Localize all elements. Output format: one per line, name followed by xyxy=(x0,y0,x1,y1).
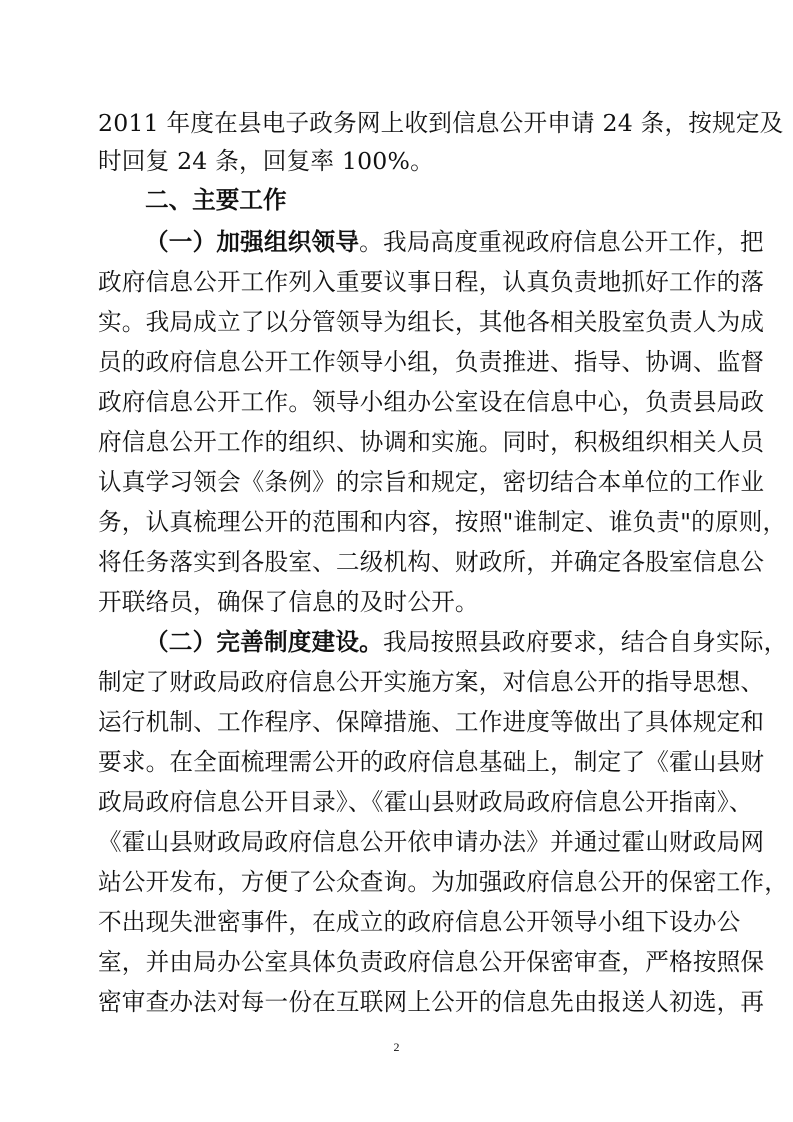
body-line: 府信息公开工作的组织、协调和实施。同时，积极组织相关人员 xyxy=(98,428,765,456)
body-line: 运行机制、工作程序、保障措施、工作进度等做出了具体规定和 xyxy=(98,708,765,736)
subsection-2-first-line xyxy=(145,622,788,662)
body-line: 政府信息公开工作列入重要议事日程，认真负责地抓好工作的落 xyxy=(98,268,765,296)
body-line: 《霍山县财政局政府信息公开依申请办法》并通过霍山财政局网 xyxy=(98,828,765,856)
subsection-1-title: （一）加强组织领导 xyxy=(145,228,360,256)
subsection-2-text: 我局按照县政府要求，结合自身实际， xyxy=(382,628,788,656)
body-line: 认真学习领会《条例》的宗旨和规定，密切结合本单位的工作业 xyxy=(98,468,765,496)
body-line: 将任务落实到各股室、二级机构、财政所，并确定各股室信息公 xyxy=(98,548,765,576)
body-line: 站公开发布，方便了公众查询。为加强政府信息公开的保密工作， xyxy=(98,868,789,896)
body-line: 制定了财政局政府信息公开实施方案，对信息公开的指导思想、 xyxy=(98,668,765,696)
body-line: 室，并由局办公室具体负责政府信息公开保密审查，严格按照保 xyxy=(98,948,765,976)
body-line: 务，认真梳理公开的范围和内容，按照"谁制定、谁负责"的原则， xyxy=(98,508,787,536)
body-line: 开联络员，确保了信息的及时公开。 xyxy=(98,588,479,616)
body-line-1: 2011 年度在县电子政务网上收到信息公开申请 24 条，按规定及 xyxy=(98,109,784,137)
subsection-2-title: （二）完善制度建设。 xyxy=(145,628,383,656)
body-line: 要求。在全面梳理需公开的政府信息基础上，制定了《霍山县财 xyxy=(98,748,765,776)
body-line: 密审查办法对每一份在互联网上公开的信息先由报送人初选，再 xyxy=(98,988,765,1016)
section-heading: 二、主要工作 xyxy=(145,186,287,214)
body-line: 实。我局成立了以分管领导为组长，其他各相关股室负责人为成 xyxy=(98,308,765,336)
subsection-1-text: 。我局高度重视政府信息公开工作，把 xyxy=(359,228,764,256)
body-line-2: 时回复 24 条，回复率 100%。 xyxy=(98,147,434,175)
body-line: 政局政府信息公开目录》、《霍山县财政局政府信息公开指南》、 xyxy=(98,788,753,816)
page-number: 2 xyxy=(393,1040,400,1054)
subsection-1-first-line xyxy=(145,222,764,262)
body-line: 员的政府信息公开工作领导小组，负责推进、指导、协调、监督 xyxy=(98,348,765,376)
body-line: 政府信息公开工作。领导小组办公室设在信息中心，负责县局政 xyxy=(98,388,765,416)
body-line: 不出现失泄密事件，在成立的政府信息公开领导小组下设办公 xyxy=(98,908,741,936)
